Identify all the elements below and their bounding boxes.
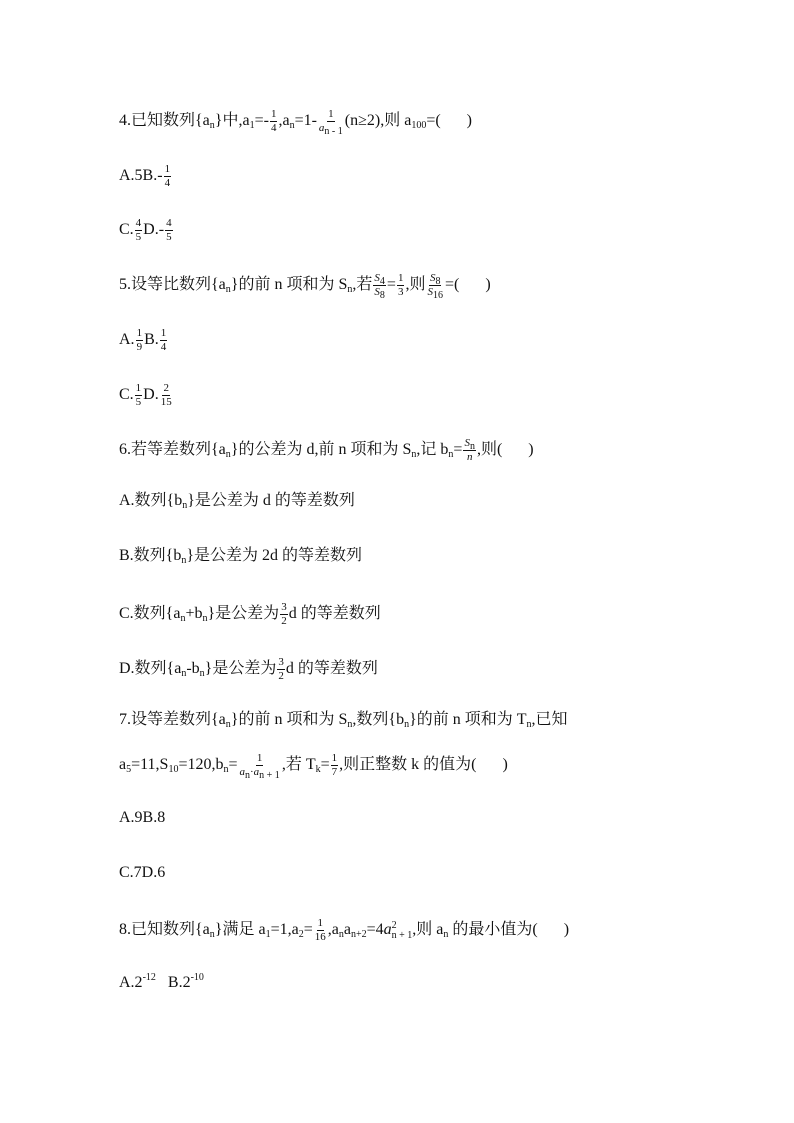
q5-options-cd: C. $\frac{1}{5}$ D. $\frac{2}{15}$ [119, 382, 172, 408]
fraction: $\frac{1}{4}$ [270, 108, 277, 134]
q7-stem-line1: 7.设等差数列$\{a_n\}$的前 n 项和为 $S_n$,数列$\{b_n\}$的前 n 项和为 $T_n$,已知 [119, 711, 568, 730]
q4-options-ab: A.5B.- $\frac{1}{4}$ [119, 163, 171, 189]
q5-options-ab: A. $\frac{1}{9}$ B. $\frac{1}{4}$ [119, 327, 167, 353]
q8-stem: 8.已知数列$\{a_n\}$满足 $a_1=1,a_2=$ $\frac{1}{16}$ $,a_na_{n+2}=4a$ 2 n + 1 ,则 $a_n$ 的最小值为( ) [119, 917, 570, 943]
q5-stem: 5.设等比数列$\{a_n\}$的前 n 项和为 $S_n$,若 $\frac{S_4}{S_8}$ = $\frac{1}{3}$ ,则 $\frac{S_8}{S_{16}}$ =( ) [119, 272, 491, 301]
q7-stem-line2: $a_5=11,S_{10}=120,b_n=$ $\frac{1}{a_n\cdot a_{n + 1}}$ ,若 $T_k=$ $\frac{1}{7}$ ,则正整数 k 的值为( ) [119, 752, 508, 781]
fraction: $\frac{1}{a_{n - 1}}$ [318, 108, 343, 137]
q6-option-c: C.数列$\{a_n+b_n\}$是公差为 $\frac{3}{2}$ d 的等差数列 [119, 601, 381, 627]
q6-stem: 6.若等差数列$\{a_n\}$的公差为 d,前 n 项和为 $S_n$,记 $b_n=$ $\frac{S_n}{n}$ ,则( ) [119, 437, 534, 463]
q6-option-a: A.数列$\{b_n\}$是公差为 d 的等差数列 [119, 492, 355, 511]
q4-options-cd: C. $\frac{4}{5}$ D.- $\frac{4}{5}$ [119, 217, 172, 243]
q7-options-cd: C.7D.6 [119, 864, 166, 881]
q8-options-ab: $A.2^{-12}$ $B.2^{-10}$ [119, 972, 204, 991]
q4-stem: 4.已知数列$\{a_n\}$中$,a_1=-$ $\frac{1}{4}$ $,a_n=1-$ $\frac{1}{a_{n - 1}}$ (n≥2),则 $a_{100}=$( ) [119, 108, 472, 137]
q7-options-ab: A.9B.8 [119, 809, 166, 826]
q6-option-d: D.数列$\{a_n-b_n\}$是公差为 $\frac{3}{2}$ d 的等差数列 [119, 656, 378, 682]
q6-option-b: B.数列$\{b_n\}$是公差为 2d 的等差数列 [119, 547, 363, 566]
